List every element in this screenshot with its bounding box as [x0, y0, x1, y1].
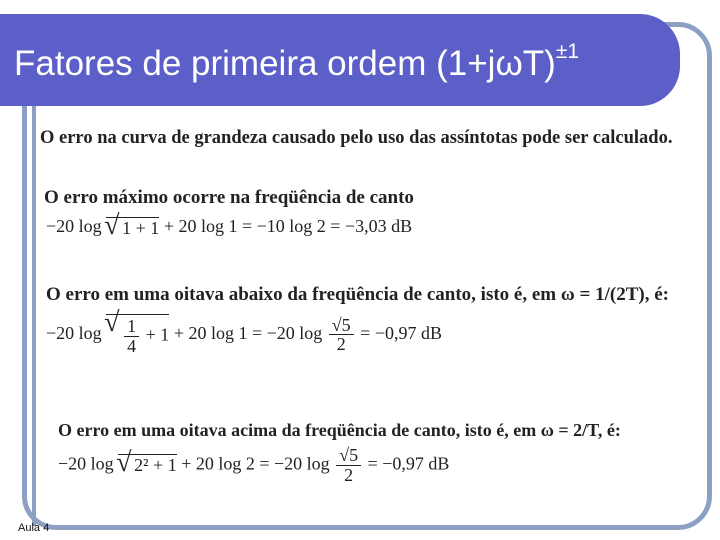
eq2-after-frac: + 1 — [145, 324, 170, 345]
eq2-frac2-den: 2 — [336, 334, 346, 355]
footer-label: Aula 4 — [18, 522, 50, 534]
eq2-frac-num: √ 1 — [124, 317, 139, 337]
eq2-mid: + 20 log 1 = −20 log — [173, 323, 323, 344]
title-bar — [0, 14, 680, 106]
slide-title — [14, 40, 580, 84]
equation-3 — [58, 446, 449, 485]
eq1-radicand: 1 + 1 — [122, 217, 160, 238]
eq2-prefix: −20 log — [46, 323, 102, 344]
title-main: Fatores de primeira ordem (1+jωT) — [14, 44, 556, 83]
eq2-fraction — [124, 317, 139, 356]
eq2-frac-den: 4 — [127, 335, 137, 356]
eq3-result: = −0,97 dB — [367, 453, 450, 474]
eq3-fraction — [336, 446, 361, 485]
eq3-prefix: −20 log — [58, 453, 114, 474]
eq3-frac-den: 2 — [344, 464, 354, 485]
eq2-result: = −0,97 dB — [360, 323, 442, 344]
equation-1 — [46, 216, 412, 239]
left-rule — [32, 106, 36, 526]
eq2-frac2-num: √5 — [329, 316, 354, 336]
eq3-sqrt — [118, 454, 177, 476]
eq2-sqrt — [106, 314, 169, 356]
text-line-3: O erro em uma oitava abaixo da freqüência de canto, isto é, em ω = 1/(2T), é: — [46, 284, 669, 305]
text-line-2: O erro máximo ocorre na freqüência de canto — [44, 187, 414, 208]
eq1-rest: + 20 log 1 = −10 log 2 = −3,03 dB — [163, 216, 413, 236]
equation-2 — [46, 314, 442, 356]
text-line-4: O erro em uma oitava acima da freqüência de canto, isto é, em ω = 2/T, é: — [58, 420, 621, 440]
text-line-1: O erro na curva de grandeza causado pelo uso das assíntotas pode ser calculado. — [40, 128, 673, 148]
eq3-frac-num: √5 — [336, 446, 361, 466]
eq3-mid: + 20 log 2 = −20 log — [181, 453, 330, 474]
eq2-fraction-2 — [329, 316, 354, 355]
title-exponent: ±1 — [555, 40, 580, 64]
eq3-radicand: 2² + 1 — [134, 455, 177, 476]
eq1-prefix: −20 log — [46, 216, 102, 236]
eq1-sqrt — [106, 217, 159, 239]
